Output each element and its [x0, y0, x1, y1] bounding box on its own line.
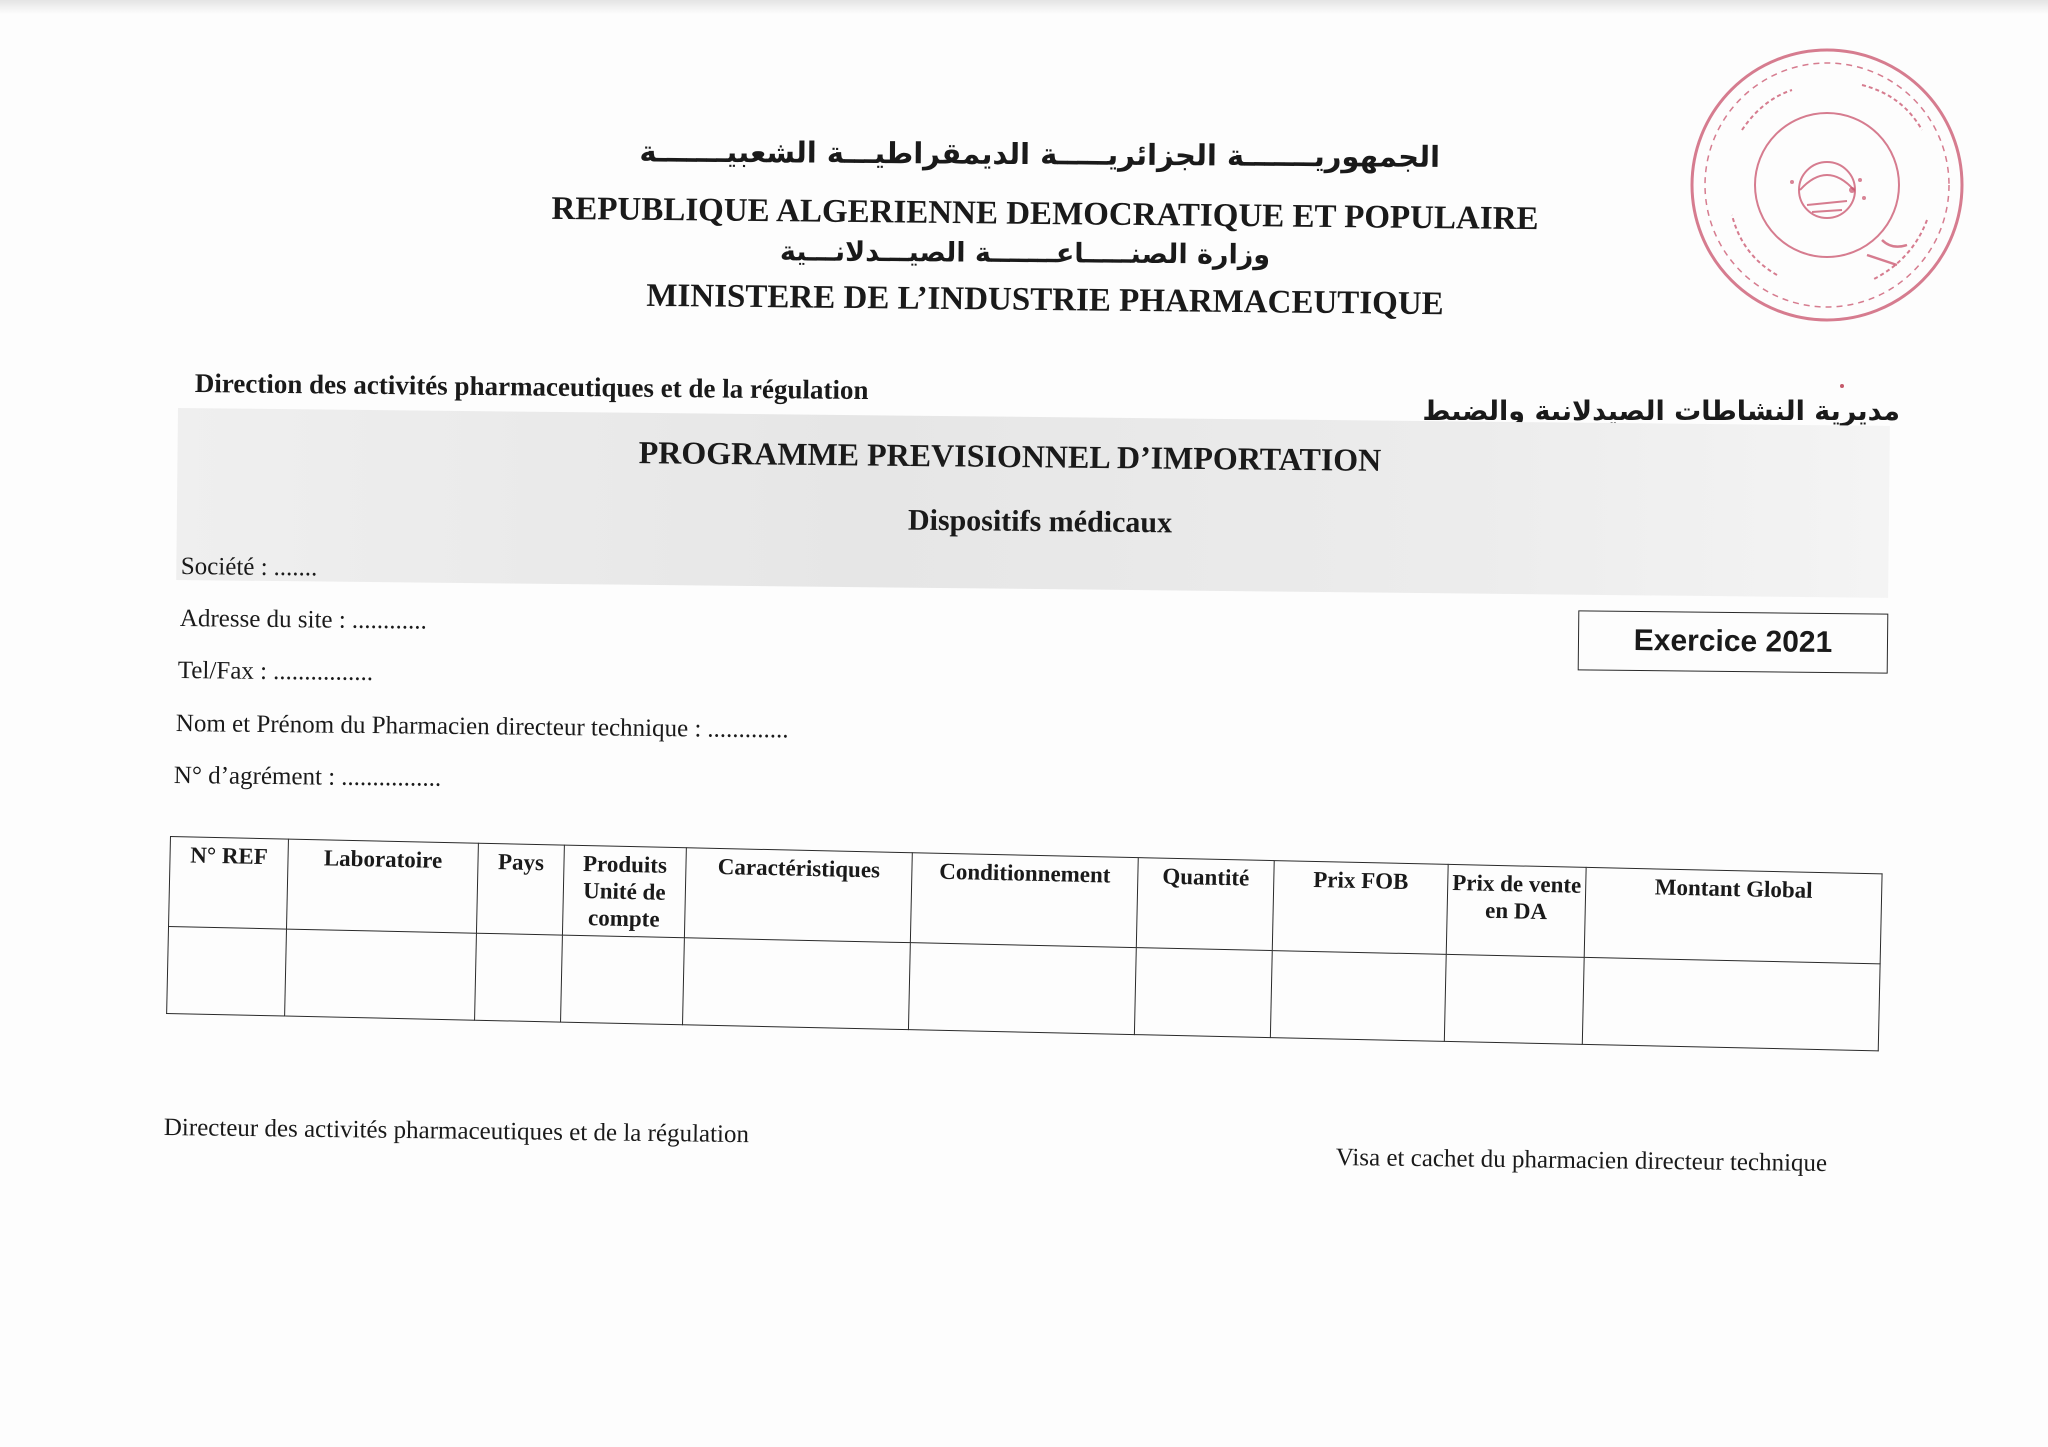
arabic-republic-title: الجمهوريـــــــة الجزائريـــــة الديمقراطيـــة الشعبيـــــــة: [639, 134, 1441, 174]
french-republic-title: REPUBLIQUE ALGERIENNE DEMOCRATIQUE ET POPULAIRE: [551, 190, 1539, 238]
pharmacien-value: .............: [707, 715, 789, 744]
telfax-field: [178, 657, 374, 687]
pharmacien-field: [176, 710, 789, 744]
societe-field: [181, 553, 318, 582]
table-cell[interactable]: [475, 933, 563, 1022]
table-cell[interactable]: [167, 926, 287, 1016]
col-header-conditionnement: Conditionnement: [910, 853, 1138, 948]
director-signature-label: Directeur des activités pharmaceutiques et de la régulation: [163, 1114, 750, 1149]
col-header-prix-fob: Prix FOB: [1272, 861, 1448, 955]
table-cell[interactable]: [285, 929, 477, 1020]
col-header-prix-vente: Prix de vente en DA: [1446, 864, 1586, 957]
exercice-year-box: Exercice 2021: [1578, 610, 1889, 673]
telfax-value: ................: [272, 657, 374, 687]
table-cell[interactable]: [1270, 951, 1446, 1042]
french-ministry-title: MINISTERE DE L’INDUSTRIE PHARMACEUTIQUE: [646, 277, 1444, 323]
scan-edge-shadow: [0, 0, 2048, 14]
agrement-label: N° d’agrément :: [173, 762, 336, 791]
col-header-montant-global: Montant Global: [1584, 867, 1882, 963]
table-cell[interactable]: [683, 938, 911, 1030]
col-header-ref: N° REF: [169, 837, 289, 930]
adresse-label: Adresse du site :: [179, 605, 346, 634]
program-subtitle: Dispositifs médicaux: [907, 503, 1173, 540]
societe-value: .......: [273, 553, 318, 582]
arabic-ministry-title: وزارة الصنـــــاعـــــــة الصيـــدلانـــية: [779, 236, 1271, 271]
table-cell[interactable]: [1134, 948, 1272, 1038]
col-header-quantite: Quantité: [1136, 858, 1274, 951]
title-band: [176, 408, 1890, 598]
table-cell[interactable]: [561, 935, 685, 1025]
table-cell[interactable]: [1444, 954, 1584, 1044]
table-cell[interactable]: [908, 943, 1136, 1035]
adresse-field: [180, 605, 427, 636]
import-table-container: [166, 836, 1881, 1051]
pharmacien-label: Nom et Prénom du Pharmacien directeur technique :: [175, 710, 702, 743]
agrement-value: ................: [341, 763, 442, 792]
telfax-label: Tel/Fax :: [177, 657, 268, 685]
agrement-field: [174, 762, 442, 793]
ink-mark: [1840, 384, 1844, 388]
table-cell[interactable]: [1582, 957, 1880, 1050]
pharmacist-visa-label: Visa et cachet du pharmacien directeur technique: [1335, 1144, 1828, 1178]
official-stamp-icon: [1682, 40, 1972, 330]
direction-label-fr: Direction des activités pharmaceutiques et de la régulation: [194, 368, 869, 406]
direction-label-ar: مديرية النشاطات الصيدلانية والضبط: [1422, 396, 1900, 427]
col-header-caracteristiques: Caractéristiques: [684, 848, 912, 943]
adresse-value: ............: [351, 606, 427, 635]
col-header-produits: Produits Unité de compte: [562, 845, 686, 938]
col-header-laboratoire: Laboratoire: [286, 839, 478, 933]
societe-label: Société :: [180, 553, 268, 581]
import-table: [166, 836, 1882, 1051]
program-title: PROGRAMME PREVISIONNEL D’IMPORTATION: [638, 434, 1382, 478]
col-header-pays: Pays: [476, 843, 564, 935]
